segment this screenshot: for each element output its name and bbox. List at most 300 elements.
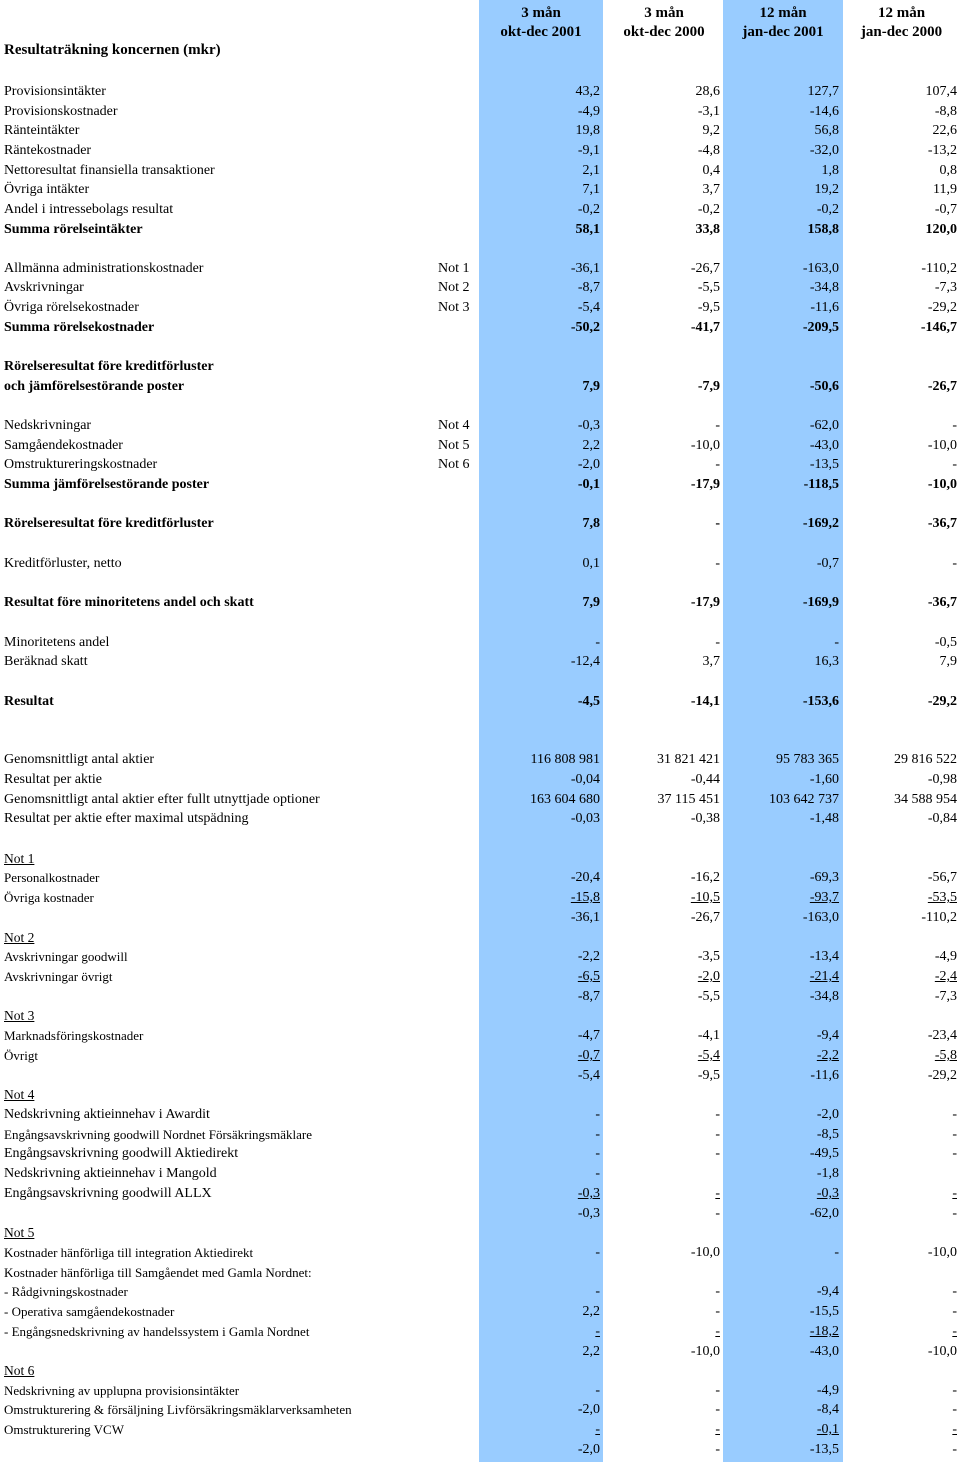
cell-value: -0,7 bbox=[816, 556, 839, 571]
cell-value: 31 821 421 bbox=[657, 752, 720, 767]
table-row bbox=[0, 967, 960, 987]
cell-value: -8,8 bbox=[934, 104, 957, 119]
table-row bbox=[0, 514, 960, 534]
cell-value: - bbox=[595, 1127, 600, 1142]
cell-value: 2,2 bbox=[582, 1304, 600, 1319]
cell-value: -7,3 bbox=[934, 280, 957, 295]
cell-value: -0,3 bbox=[577, 1186, 600, 1201]
cell-value: -2,0 bbox=[577, 1442, 600, 1457]
cell-value: 37 115 451 bbox=[657, 792, 720, 807]
cell-value: 163 604 680 bbox=[530, 792, 600, 807]
cell-value: 7,8 bbox=[582, 516, 600, 531]
cell-value: - bbox=[595, 1107, 600, 1122]
cell-value: 19,8 bbox=[575, 123, 600, 138]
row-label: Engångsavskrivning goodwill Nordnet Försäkringsmäklare bbox=[4, 1127, 312, 1142]
cell-value: -8,7 bbox=[577, 989, 600, 1004]
note-heading bbox=[0, 1223, 960, 1243]
row-label: Not 6 bbox=[4, 1363, 35, 1378]
cell-value: - bbox=[952, 1324, 957, 1339]
cell-value: -10,0 bbox=[927, 1245, 957, 1260]
table-row bbox=[0, 1243, 960, 1263]
cell-value: - bbox=[715, 1383, 720, 1398]
row-label: Avskrivningar goodwill bbox=[4, 949, 128, 964]
cell-value: -10,0 bbox=[927, 1344, 957, 1359]
note-reference: Not 6 bbox=[438, 457, 470, 472]
cell-value: 7,9 bbox=[582, 379, 600, 394]
cell-value: 0,8 bbox=[939, 163, 957, 178]
cell-value: 22,6 bbox=[932, 123, 957, 138]
note-reference: Not 4 bbox=[438, 418, 470, 433]
row-label: Räntekostnader bbox=[4, 143, 92, 158]
table-row bbox=[0, 1046, 960, 1066]
cell-value: -8,5 bbox=[816, 1127, 839, 1142]
cell-value: - bbox=[715, 1324, 720, 1339]
table-row bbox=[0, 475, 960, 495]
table-header bbox=[0, 0, 960, 62]
table-row bbox=[0, 82, 960, 102]
table-row bbox=[0, 278, 960, 298]
row-label: Kreditförluster, netto bbox=[4, 556, 122, 571]
cell-value: -9,5 bbox=[697, 300, 720, 315]
cell-value: 3,7 bbox=[702, 182, 720, 197]
cell-value: 95 783 365 bbox=[776, 752, 839, 767]
table-row bbox=[0, 416, 960, 436]
table-row bbox=[0, 554, 960, 574]
cell-value: -69,3 bbox=[809, 870, 839, 885]
cell-value: - bbox=[715, 457, 720, 472]
row-label: Avskrivningar bbox=[4, 280, 84, 295]
table-row bbox=[0, 1302, 960, 1322]
cell-value: -9,5 bbox=[697, 1068, 720, 1083]
cell-value: - bbox=[595, 1324, 600, 1339]
table-row bbox=[0, 633, 960, 653]
row-label: Marknadsföringskostnader bbox=[4, 1028, 144, 1043]
column-header-2: 3 mån okt-dec 2000 bbox=[623, 5, 705, 40]
table-row bbox=[0, 161, 960, 181]
table-row bbox=[0, 200, 960, 220]
cell-value: -0,2 bbox=[816, 202, 839, 217]
cell-value: -4,5 bbox=[577, 694, 600, 709]
note-reference: Not 3 bbox=[438, 300, 470, 315]
table-row bbox=[0, 1204, 960, 1224]
table-row bbox=[0, 436, 960, 456]
cell-value: -0,3 bbox=[577, 1206, 600, 1221]
cell-value: -8,7 bbox=[577, 280, 600, 295]
cell-value: 158,8 bbox=[807, 222, 839, 237]
column-header-4: 12 mån jan-dec 2000 bbox=[860, 5, 943, 40]
cell-value: -10,0 bbox=[690, 438, 720, 453]
cell-value: -9,4 bbox=[816, 1284, 839, 1299]
table-row bbox=[0, 102, 960, 122]
table-row bbox=[0, 455, 960, 475]
cell-value: -14,1 bbox=[690, 694, 720, 709]
table-row bbox=[0, 1184, 960, 1204]
cell-value: -14,6 bbox=[809, 104, 839, 119]
row-label: Genomsnittligt antal aktier bbox=[4, 752, 155, 767]
cell-value: -5,5 bbox=[697, 280, 720, 295]
row-label: Övriga intäkter bbox=[4, 182, 90, 197]
cell-value: -0,1 bbox=[577, 477, 600, 492]
cell-value: - bbox=[715, 1402, 720, 1417]
row-label: Not 4 bbox=[4, 1087, 35, 1102]
cell-value: -10,0 bbox=[927, 438, 957, 453]
cell-value: -16,2 bbox=[690, 870, 720, 885]
cell-value: 103 642 737 bbox=[769, 792, 839, 807]
cell-value: - bbox=[715, 1284, 720, 1299]
cell-value: -0,3 bbox=[816, 1186, 839, 1201]
row-label: Not 2 bbox=[4, 930, 35, 945]
cell-value: -2,2 bbox=[816, 1048, 839, 1063]
row-label: Resultat före minoritetens andel och skatt bbox=[4, 595, 254, 610]
cell-value: - bbox=[952, 1402, 957, 1417]
cell-value: - bbox=[715, 635, 720, 650]
cell-value: -1,8 bbox=[816, 1166, 839, 1181]
cell-value: -13,5 bbox=[809, 457, 839, 472]
cell-value: 58,1 bbox=[575, 222, 600, 237]
row-label: Andel i intressebolags resultat bbox=[4, 202, 174, 217]
table-row bbox=[0, 318, 960, 338]
cell-value: -8,4 bbox=[816, 1402, 839, 1417]
row-label: Resultat per aktie efter maximal utspädning bbox=[4, 811, 249, 826]
cell-value: -118,5 bbox=[803, 477, 839, 492]
row-label: Engångsavskrivning goodwill Aktiedirekt bbox=[4, 1146, 239, 1161]
cell-value: 9,2 bbox=[702, 123, 720, 138]
cell-value: 1,8 bbox=[821, 163, 839, 178]
cell-value: -1,48 bbox=[809, 811, 839, 826]
cell-value: - bbox=[952, 556, 957, 571]
cell-value: - bbox=[715, 1304, 720, 1319]
cell-value: -32,0 bbox=[809, 143, 839, 158]
row-label: Beräknad skatt bbox=[4, 654, 88, 669]
cell-value: - bbox=[952, 1304, 957, 1319]
row-label: Summa jämförelsestörande poster bbox=[4, 477, 210, 492]
table-row bbox=[0, 1105, 960, 1125]
cell-value: 127,7 bbox=[807, 84, 839, 99]
cell-value: -0,38 bbox=[690, 811, 720, 826]
cell-value: - bbox=[952, 418, 957, 433]
row-label: Nettoresultat finansiella transaktioner bbox=[4, 163, 215, 178]
row-label: Summa rörelsekostnader bbox=[4, 320, 155, 335]
cell-value: - bbox=[715, 516, 720, 531]
table-row bbox=[0, 1263, 960, 1283]
cell-value: -0,5 bbox=[934, 635, 957, 650]
cell-value: -0,84 bbox=[927, 811, 957, 826]
cell-value: -17,9 bbox=[690, 595, 720, 610]
cell-value: -56,7 bbox=[927, 870, 957, 885]
row-label: Summa rörelseintäkter bbox=[4, 222, 143, 237]
table-row bbox=[0, 259, 960, 279]
cell-value: -49,5 bbox=[809, 1146, 839, 1161]
cell-value: -2,2 bbox=[577, 949, 600, 964]
row-label: - Operativa samgåendekostnader bbox=[4, 1304, 175, 1319]
cell-value: -4,9 bbox=[816, 1383, 839, 1398]
cell-value: -9,4 bbox=[816, 1028, 839, 1043]
cell-value: - bbox=[834, 1245, 839, 1260]
cell-value: -5,4 bbox=[577, 1068, 600, 1083]
cell-value: -146,7 bbox=[920, 320, 957, 335]
cell-value: -0,2 bbox=[697, 202, 720, 217]
row-label: Övriga kostnader bbox=[4, 890, 94, 905]
table-row bbox=[0, 121, 960, 141]
cell-value: -0,98 bbox=[927, 772, 957, 787]
table-row bbox=[0, 750, 960, 770]
row-label: Samgåendekostnader bbox=[4, 438, 123, 453]
cell-value: - bbox=[952, 1383, 957, 1398]
cell-value: -43,0 bbox=[809, 1344, 839, 1359]
cell-value: 7,9 bbox=[939, 654, 957, 669]
cell-value: -36,1 bbox=[570, 910, 600, 925]
table-row bbox=[0, 1125, 960, 1145]
cell-value: -4,7 bbox=[577, 1028, 600, 1043]
cell-value: -4,9 bbox=[577, 104, 600, 119]
note-heading bbox=[0, 1006, 960, 1026]
cell-value: -93,7 bbox=[809, 890, 839, 905]
cell-value: - bbox=[595, 635, 600, 650]
cell-value: - bbox=[595, 1383, 600, 1398]
table-row bbox=[0, 357, 960, 377]
cell-value: -110,2 bbox=[921, 910, 957, 925]
cell-value: -62,0 bbox=[809, 1206, 839, 1221]
table-row bbox=[0, 1322, 960, 1342]
cell-value: -5,5 bbox=[697, 989, 720, 1004]
table-row bbox=[0, 888, 960, 908]
cell-value: -18,2 bbox=[809, 1324, 839, 1339]
row-label: Provisionsintäkter bbox=[4, 84, 106, 99]
row-label: Övrigt bbox=[4, 1048, 38, 1063]
cell-value: -5,8 bbox=[934, 1048, 957, 1063]
row-label: Avskrivningar övrigt bbox=[4, 969, 113, 984]
row-label: Omstrukturering & försäljning Livförsäkringsmäklarverksamheten bbox=[4, 1402, 352, 1417]
cell-value: -13,4 bbox=[809, 949, 839, 964]
table-row bbox=[0, 593, 960, 613]
row-label: - Engångsnedskrivning av handelssystem i Gamla Nordnet bbox=[4, 1324, 310, 1339]
cell-value: -0,04 bbox=[570, 772, 600, 787]
row-label: Resultat bbox=[4, 694, 54, 709]
table-row bbox=[0, 1066, 960, 1086]
table-row bbox=[0, 652, 960, 672]
cell-value: - bbox=[595, 1166, 600, 1181]
table-row bbox=[0, 1342, 960, 1362]
cell-value: -4,8 bbox=[697, 143, 720, 158]
cell-value: 7,9 bbox=[582, 595, 600, 610]
cell-value: - bbox=[834, 635, 839, 650]
cell-value: -2,0 bbox=[816, 1107, 839, 1122]
cell-value: -10,0 bbox=[690, 1245, 720, 1260]
cell-value: - bbox=[952, 1107, 957, 1122]
cell-value: -163,0 bbox=[802, 261, 839, 276]
cell-value: -34,8 bbox=[809, 280, 839, 295]
cell-value: - bbox=[715, 1186, 720, 1201]
cell-value: - bbox=[715, 1107, 720, 1122]
cell-value: 56,8 bbox=[814, 123, 839, 138]
cell-value: -5,4 bbox=[577, 300, 600, 315]
cell-value: -0,1 bbox=[816, 1422, 839, 1437]
cell-value: -20,4 bbox=[570, 870, 600, 885]
cell-value: 2,1 bbox=[582, 163, 600, 178]
cell-value: -34,8 bbox=[809, 989, 839, 1004]
cell-value: -153,6 bbox=[802, 694, 839, 709]
note-reference: Not 5 bbox=[438, 438, 470, 453]
row-label: - Rådgivningskostnader bbox=[4, 1284, 128, 1299]
note-reference: Not 2 bbox=[438, 280, 470, 295]
table-row bbox=[0, 141, 960, 161]
row-label: Provisionskostnader bbox=[4, 104, 118, 119]
cell-value: -2,0 bbox=[697, 969, 720, 984]
cell-value: -10,0 bbox=[690, 1344, 720, 1359]
row-label: Allmänna administrationskostnader bbox=[4, 261, 204, 276]
cell-value: -36,1 bbox=[570, 261, 600, 276]
cell-value: -7,9 bbox=[697, 379, 720, 394]
cell-value: -23,4 bbox=[927, 1028, 957, 1043]
cell-value: -50,6 bbox=[809, 379, 839, 394]
cell-value: -50,2 bbox=[570, 320, 600, 335]
table-row bbox=[0, 1282, 960, 1302]
table-row bbox=[0, 1144, 960, 1164]
cell-value: -5,4 bbox=[697, 1048, 720, 1063]
cell-value: 19,2 bbox=[814, 182, 839, 197]
cell-value: 120,0 bbox=[925, 222, 957, 237]
table-row bbox=[0, 377, 960, 397]
cell-value: -169,9 bbox=[802, 595, 839, 610]
cell-value: - bbox=[952, 1127, 957, 1142]
row-label: Rörelseresultat före kreditförluster bbox=[4, 516, 214, 531]
cell-value: -4,9 bbox=[934, 949, 957, 964]
row-label: Ränteintäkter bbox=[4, 123, 80, 138]
cell-value: - bbox=[715, 1206, 720, 1221]
note-heading bbox=[0, 928, 960, 948]
cell-value: -41,7 bbox=[690, 320, 720, 335]
cell-value: -2,0 bbox=[577, 1402, 600, 1417]
cell-value: -0,2 bbox=[577, 202, 600, 217]
cell-value: - bbox=[952, 1442, 957, 1457]
cell-value: -163,0 bbox=[802, 910, 839, 925]
cell-value: 0,1 bbox=[582, 556, 600, 571]
row-label: Personalkostnader bbox=[4, 870, 100, 885]
cell-value: -36,7 bbox=[927, 595, 957, 610]
cell-value: - bbox=[715, 1146, 720, 1161]
row-label: och jämförelsestörande poster bbox=[4, 379, 185, 394]
cell-value: -0,7 bbox=[934, 202, 957, 217]
cell-value: - bbox=[715, 1422, 720, 1437]
cell-value: 3,7 bbox=[702, 654, 720, 669]
cell-value: - bbox=[952, 1206, 957, 1221]
cell-value: 11,9 bbox=[933, 182, 957, 197]
cell-value: -11,6 bbox=[810, 1068, 839, 1083]
cell-value: -26,7 bbox=[690, 261, 720, 276]
row-label: Övriga rörelsekostnader bbox=[4, 300, 139, 315]
cell-value: -0,03 bbox=[570, 811, 600, 826]
cell-value: -209,5 bbox=[802, 320, 839, 335]
cell-value: - bbox=[595, 1146, 600, 1161]
table-row bbox=[0, 947, 960, 967]
row-label: Not 1 bbox=[4, 851, 35, 866]
cell-value: 29 816 522 bbox=[894, 752, 957, 767]
cell-value: -11,6 bbox=[810, 300, 839, 315]
cell-value: 2,2 bbox=[582, 438, 600, 453]
cell-value: -0,3 bbox=[577, 418, 600, 433]
page-title: Resultaträkning koncernen (mkr) bbox=[4, 42, 221, 58]
cell-value: - bbox=[715, 556, 720, 571]
row-label: Kostnader hänförliga till integration Aktiedirekt bbox=[4, 1245, 254, 1260]
cell-value: - bbox=[595, 1284, 600, 1299]
row-label: Omstrukturering VCW bbox=[4, 1422, 124, 1437]
cell-value: 7,1 bbox=[582, 182, 600, 197]
cell-value: - bbox=[715, 1127, 720, 1142]
table-row bbox=[0, 1400, 960, 1420]
cell-value: - bbox=[952, 1146, 957, 1161]
cell-value: -10,5 bbox=[690, 890, 720, 905]
table-row bbox=[0, 180, 960, 200]
cell-value: -29,2 bbox=[927, 1068, 957, 1083]
cell-value: -169,2 bbox=[802, 516, 839, 531]
cell-value: -10,0 bbox=[927, 477, 957, 492]
table-row bbox=[0, 809, 960, 829]
cell-value: - bbox=[952, 1422, 957, 1437]
table-row bbox=[0, 868, 960, 888]
cell-value: -53,5 bbox=[927, 890, 957, 905]
cell-value: - bbox=[715, 1442, 720, 1457]
cell-value: 0,4 bbox=[702, 163, 720, 178]
column-header-1: 3 mån okt-dec 2001 bbox=[500, 5, 582, 40]
row-label: Not 3 bbox=[4, 1008, 35, 1023]
cell-value: 16,3 bbox=[814, 654, 839, 669]
cell-value: -0,44 bbox=[690, 772, 720, 787]
table-row bbox=[0, 770, 960, 790]
cell-value: -29,2 bbox=[927, 300, 957, 315]
table-row bbox=[0, 1026, 960, 1046]
cell-value: -21,4 bbox=[809, 969, 839, 984]
cell-value: -110,2 bbox=[921, 261, 957, 276]
table-row bbox=[0, 1164, 960, 1184]
table-row bbox=[0, 220, 960, 240]
cell-value: -29,2 bbox=[927, 694, 957, 709]
row-label: Genomsnittligt antal aktier efter fullt utnyttjade optioner bbox=[4, 792, 320, 807]
row-label: Rörelseresultat före kreditförluster bbox=[4, 359, 214, 374]
row-label: Nedskrivning av upplupna provisionsintäkter bbox=[4, 1383, 240, 1398]
cell-value: -7,3 bbox=[934, 989, 957, 1004]
cell-value: -15,8 bbox=[570, 890, 600, 905]
cell-value: -13,2 bbox=[927, 143, 957, 158]
row-label: Kostnader hänförliga till Samgåendet med Gamla Nordnet: bbox=[4, 1265, 312, 1280]
cell-value: 34 588 954 bbox=[894, 792, 957, 807]
table-row bbox=[0, 908, 960, 928]
cell-value: - bbox=[952, 1284, 957, 1299]
row-label: Nedskrivningar bbox=[4, 418, 92, 433]
cell-value: -17,9 bbox=[690, 477, 720, 492]
cell-value: -62,0 bbox=[809, 418, 839, 433]
cell-value: -12,4 bbox=[570, 654, 600, 669]
cell-value: 43,2 bbox=[575, 84, 600, 99]
cell-value: -6,5 bbox=[577, 969, 600, 984]
cell-value: -43,0 bbox=[809, 438, 839, 453]
cell-value: 107,4 bbox=[925, 84, 957, 99]
cell-value: - bbox=[952, 457, 957, 472]
row-label: Resultat per aktie bbox=[4, 772, 102, 787]
cell-value: - bbox=[595, 1245, 600, 1260]
table-row bbox=[0, 790, 960, 810]
cell-value: -15,5 bbox=[809, 1304, 839, 1319]
table-row bbox=[0, 1440, 960, 1460]
cell-value: 116 808 981 bbox=[530, 752, 600, 767]
cell-value: -2,4 bbox=[934, 969, 957, 984]
cell-value: 28,6 bbox=[695, 84, 720, 99]
cell-value: -3,5 bbox=[697, 949, 720, 964]
cell-value: -2,0 bbox=[577, 457, 600, 472]
cell-value: 33,8 bbox=[695, 222, 720, 237]
table-row bbox=[0, 298, 960, 318]
cell-value: -0,7 bbox=[577, 1048, 600, 1063]
row-label: Not 5 bbox=[4, 1225, 35, 1240]
